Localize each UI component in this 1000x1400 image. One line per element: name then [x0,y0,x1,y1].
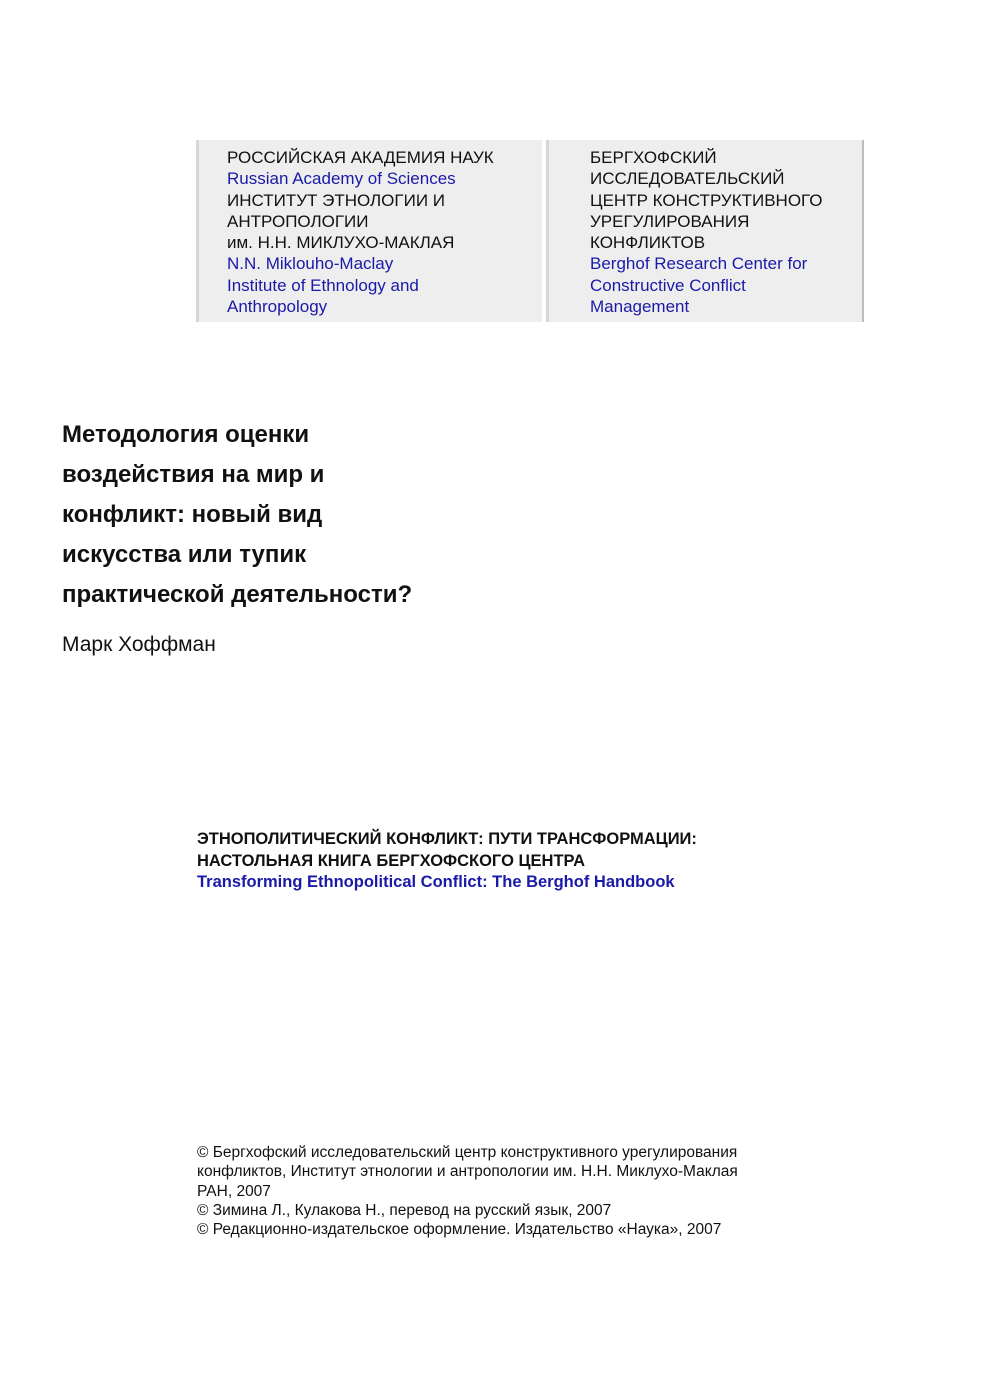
header-line: АНТРОПОЛОГИИ [227,211,369,231]
series-title-ru-line: НАСТОЛЬНАЯ КНИГА БЕРГХОФСКОГО ЦЕНТРА [197,851,586,870]
header-line: Institute of Ethnology and [227,275,419,295]
ras-institute-column [196,140,542,322]
author-name: Марк Хоффман [62,633,216,656]
header-line: ИНСТИТУТ ЭТНОЛОГИИ И [227,190,445,210]
header-line: УРЕГУЛИРОВАНИЯ [590,211,750,231]
series-title-en-line: Transforming Ethnopolitical Conflict: The Berghof Handbook [197,873,675,891]
header-line: ИССЛЕДОВАТЕЛЬСКИЙ [590,169,785,189]
header-line: Anthropology [227,297,328,317]
header-line: БЕРГХОФСКИЙ [590,148,717,167]
header-line: Berghof Research Center for [590,254,808,274]
copyright-line: конфликтов, Институт этнологии и антропологии им. Н.Н. Миклухо-Маклая [197,1163,738,1181]
article-title [62,415,582,615]
copyright-line: © Редакционно-издательское оформление. Издательство «Наука», 2007 [197,1221,722,1239]
header-line: Management [590,297,690,317]
header-line: КОНФЛИКТОВ [590,233,706,253]
copyright-notice [197,1143,738,1239]
title-line: практической деятельности? [62,581,413,608]
copyright-line: РАН, 2007 [197,1182,271,1200]
title-line: конфликт: новый вид [62,501,323,528]
series-title [197,829,697,894]
header-line: ЦЕНТР КОНСТРУКТИВНОГО [590,190,823,210]
header-line: Constructive Conflict [590,275,746,295]
title-line: воздействия на мир и [62,461,325,488]
header-line: им. Н.Н. МИКЛУХО-МАКЛАЯ [227,233,455,253]
title-line: Методология оценки [62,421,310,448]
header-line: РОССИЙСКАЯ АКАДЕМИЯ НАУК [227,148,494,167]
copyright-line: © Бергхофский исследовательский центр конструктивного урегулирования [197,1144,738,1161]
publisher-header [196,140,862,322]
header-line: Russian Academy of Sciences [227,169,456,189]
series-title-ru-line: ЭТНОПОЛИТИЧЕСКИЙ КОНФЛИКТ: ПУТИ ТРАНСФОРМАЦИИ: [197,830,697,848]
title-line: искусства или тупик [62,541,307,568]
header-line: N.N. Miklouho-Maclay [227,254,394,274]
berghof-center-column [546,140,862,322]
copyright-line: © Зимина Л., Кулакова Н., перевод на русский язык, 2007 [197,1201,612,1219]
